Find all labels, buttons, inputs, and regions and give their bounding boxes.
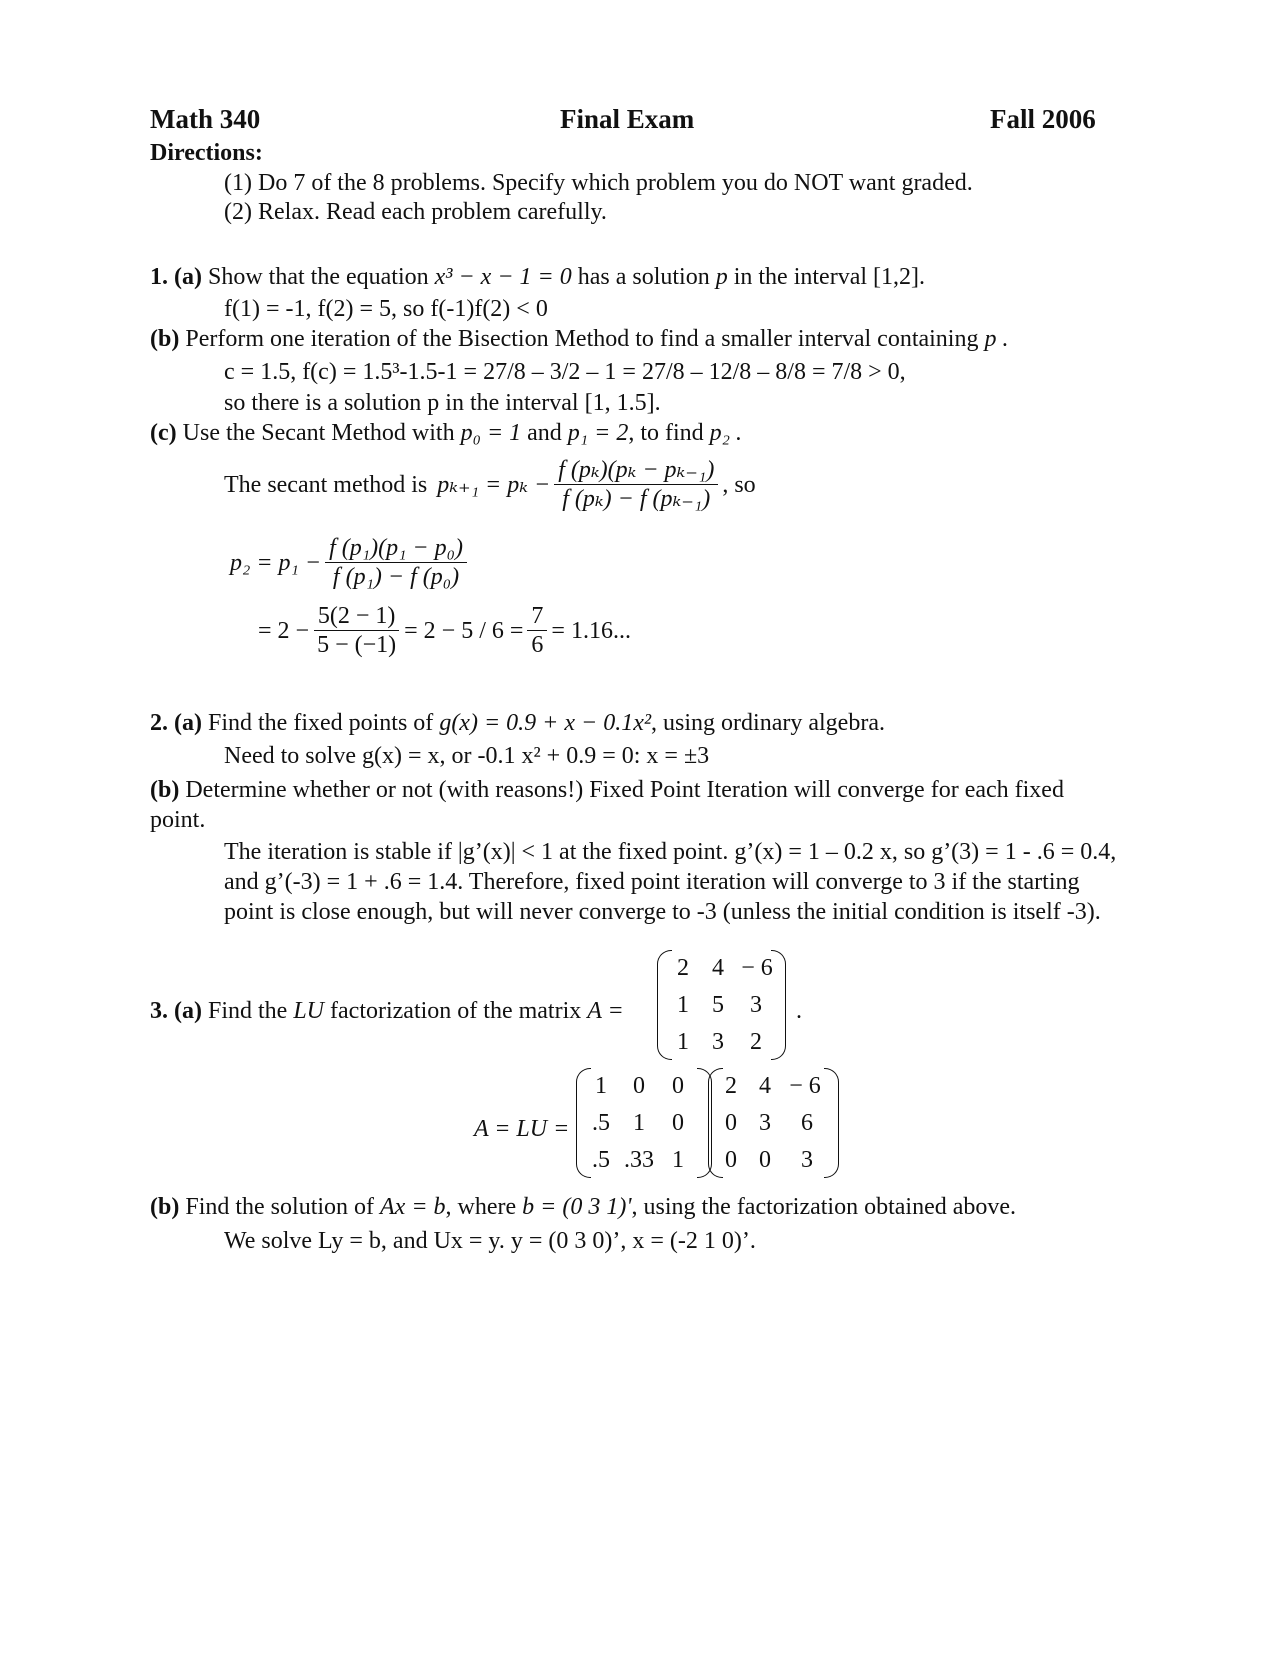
p2-fraction-2 [313, 602, 400, 659]
matrix-U-cell: 0 [725, 1147, 737, 1173]
matrix-A-cell: 4 [712, 955, 724, 981]
p2-denominator-3: 6 [531, 632, 544, 658]
problem-2a-answer: Need to solve g(x) = x, or -0.1 x² + 0.9 = 0: x = ±3 [224, 743, 710, 769]
problem-1b-label: (b) [150, 326, 180, 352]
problem-1b-var: p . [984, 326, 1009, 352]
problem-1c [150, 418, 742, 448]
problem-1c-p1: p₁ = 2 [567, 420, 629, 446]
problem-1c-and: and [527, 420, 562, 446]
matrix-U-cell: 0 [759, 1147, 771, 1173]
secant-formula [224, 456, 756, 513]
problem-1c-label: (c) [150, 420, 177, 446]
p2-numerator: f (p₁)(p₁ − p₀) [325, 534, 467, 563]
problem-3a-text-2: factorization of the matrix [330, 998, 582, 1024]
matrix-A-cell: 3 [712, 1029, 724, 1055]
matrix-L-cell: .5 [592, 1110, 610, 1136]
p2-formula [230, 534, 471, 591]
problem-2a-equation: g(x) = 0.9 + x − 0.1x² [439, 710, 652, 736]
matrix-A-cell: 2 [750, 1029, 762, 1055]
problem-2a-text: Find the fixed points of [207, 710, 434, 736]
problem-1a [150, 262, 925, 292]
problem-3a [150, 996, 624, 1026]
problem-3b-text: Find the solution of [185, 1194, 375, 1220]
secant-fraction [554, 456, 718, 513]
secant-lhs: pₖ₊₁ = pₖ − [437, 471, 551, 498]
problem-1c-p0: p₀ = 1 [460, 420, 522, 446]
directions-item-2: (2) Relax. Read each problem carefully. [224, 199, 607, 225]
problem-3b-vector: b = (0 3 1)' [522, 1194, 632, 1220]
p2-denominator: f (p₁) − f (p₀) [332, 564, 460, 590]
matrix-A-period: . [796, 998, 802, 1024]
matrix-U-cell: 2 [725, 1073, 737, 1099]
p2-numerator-3: 7 [527, 602, 547, 631]
problem-1a-equation: x³ − x − 1 = 0 [434, 264, 572, 290]
matrix-A-cell: 3 [750, 992, 762, 1018]
problem-2a-post: , using ordinary algebra. [651, 710, 885, 736]
problem-3a-label: (a) [174, 998, 202, 1024]
lu-lhs: A = LU = [474, 1116, 570, 1142]
problem-1b [150, 324, 1008, 354]
directions-label: Directions: [150, 140, 263, 166]
p2-eq-2: = 2 − [258, 617, 310, 644]
problem-2b [150, 775, 1110, 835]
matrix-A-cell: 5 [712, 992, 724, 1018]
matrix-U [708, 1068, 840, 1180]
problem-1a-post: in the interval [1,2]. [733, 264, 925, 290]
problem-1b-text: Perform one iteration of the Bisection Method to find a smaller interval containing [185, 326, 979, 352]
matrix-A-cell: 1 [677, 1029, 689, 1055]
matrix-U-cell: 0 [725, 1110, 737, 1136]
problem-2a-label: (a) [174, 710, 202, 736]
problem-2b-text: Determine whether or not (with reasons!) Fixed Point Iteration will converge for each fixed point. [150, 777, 1064, 833]
problem-3b-text-2: , where [445, 1194, 517, 1220]
problem-3b-text-3: , using the factorization obtained above. [631, 1194, 1017, 1220]
matrix-L-cell: 1 [595, 1073, 607, 1099]
secant-label: The secant method is [224, 471, 428, 498]
p2-lhs: p₂ = p₁ − [230, 549, 322, 576]
matrix-U-cell: 3 [759, 1110, 771, 1136]
problem-1-number: 1. [150, 264, 168, 290]
problem-1b-answer-2: so there is a solution p in the interval [1, 1.5]. [224, 390, 661, 416]
problem-1a-mid: has a solution [577, 264, 710, 290]
problem-2-number: 2. [150, 710, 168, 736]
matrix-U-cell: − 6 [789, 1073, 821, 1099]
p2-eq-3: = 2 − 5 / 6 = [404, 617, 524, 644]
matrix-A-cell: 2 [677, 955, 689, 981]
directions-item-1: (1) Do 7 of the 8 problems. Specify which problem you do NOT want graded. [224, 170, 973, 196]
p2-denominator-2: 5 − (−1) [317, 632, 397, 658]
matrix-L-cell: .5 [592, 1147, 610, 1173]
matrix-L-cell: 0 [672, 1073, 684, 1099]
problem-3a-lu: LU [293, 998, 325, 1024]
problem-1a-answer: f(1) = -1, f(2) = 5, so f(-1)f(2) < 0 [224, 296, 548, 322]
problem-1b-answer-1: c = 1.5, f(c) = 1.5³-1.5-1 = 27/8 – 3/2 – 1 = 27/8 – 12/8 – 8/8 = 7/8 > 0, [224, 359, 906, 385]
matrix-U-cell: 6 [801, 1110, 813, 1136]
matrix-U-cell: 3 [801, 1147, 813, 1173]
secant-denominator: f (pₖ) − f (pₖ₋₁) [562, 486, 711, 512]
problem-1a-text: Show that the equation [207, 264, 429, 290]
matrix-L [576, 1068, 711, 1180]
problem-1c-text-1: Use the Secant Method with [182, 420, 455, 446]
matrix-L-cell: 1 [672, 1147, 684, 1173]
problem-1a-label: (a) [174, 264, 202, 290]
exam-term: Fall 2006 [990, 104, 1096, 134]
matrix-L-cell: 0 [633, 1073, 645, 1099]
p2-eq-4: = 1.16... [551, 617, 631, 644]
problem-2b-label: (b) [150, 777, 180, 803]
p2-numerator-2: 5(2 − 1) [314, 602, 400, 631]
p2-fraction [325, 534, 467, 591]
problem-1a-var: p [715, 264, 728, 290]
problem-3a-text: Find the [207, 998, 288, 1024]
secant-so: , so [722, 471, 756, 498]
exam-title: Final Exam [560, 104, 695, 134]
matrix-L-cell: .33 [624, 1147, 654, 1173]
problem-2a [150, 708, 885, 738]
matrix-L-cell: 0 [672, 1110, 684, 1136]
matrix-A [657, 950, 787, 1062]
matrix-U-cell: 4 [759, 1073, 771, 1099]
matrix-A-cell: − 6 [741, 955, 773, 981]
matrix-A-cell: 1 [677, 992, 689, 1018]
problem-3b-answer: We solve Ly = b, and Ux = y. y = (0 3 0)’, x = (-2 1 0)’. [224, 1228, 756, 1254]
p2-fraction-3 [527, 602, 547, 659]
problem-3b-equation: Ax = b [380, 1194, 446, 1220]
problem-1c-text-2: , to find [628, 420, 704, 446]
problem-2b-answer: The iteration is stable if |g’(x)| < 1 at the fixed point. g’(x) = 1 – 0.2 x, so g’(3) = 1 - .6 = 0.4, and g’(-3) = 1 + .6 = 1.4. Therefore, fixed point iteration will converge to 3 if the starting point is close enough, but will never converge to -3 (unless the initial condition is itself -3). [224, 839, 1117, 925]
problem-3b-label: (b) [150, 1194, 180, 1220]
problem-1c-p2: p₂ . [709, 420, 743, 446]
matrix-U-right-paren [824, 1068, 839, 1178]
course-title: Math 340 [150, 104, 261, 134]
problem-3b [150, 1192, 1016, 1222]
problem-3a-A: A = [587, 998, 624, 1024]
problem-3-number: 3. [150, 998, 168, 1024]
p2-computation [258, 602, 631, 659]
matrix-L-cell: 1 [633, 1110, 645, 1136]
secant-numerator: f (pₖ)(pₖ − pₖ₋₁) [554, 456, 718, 485]
